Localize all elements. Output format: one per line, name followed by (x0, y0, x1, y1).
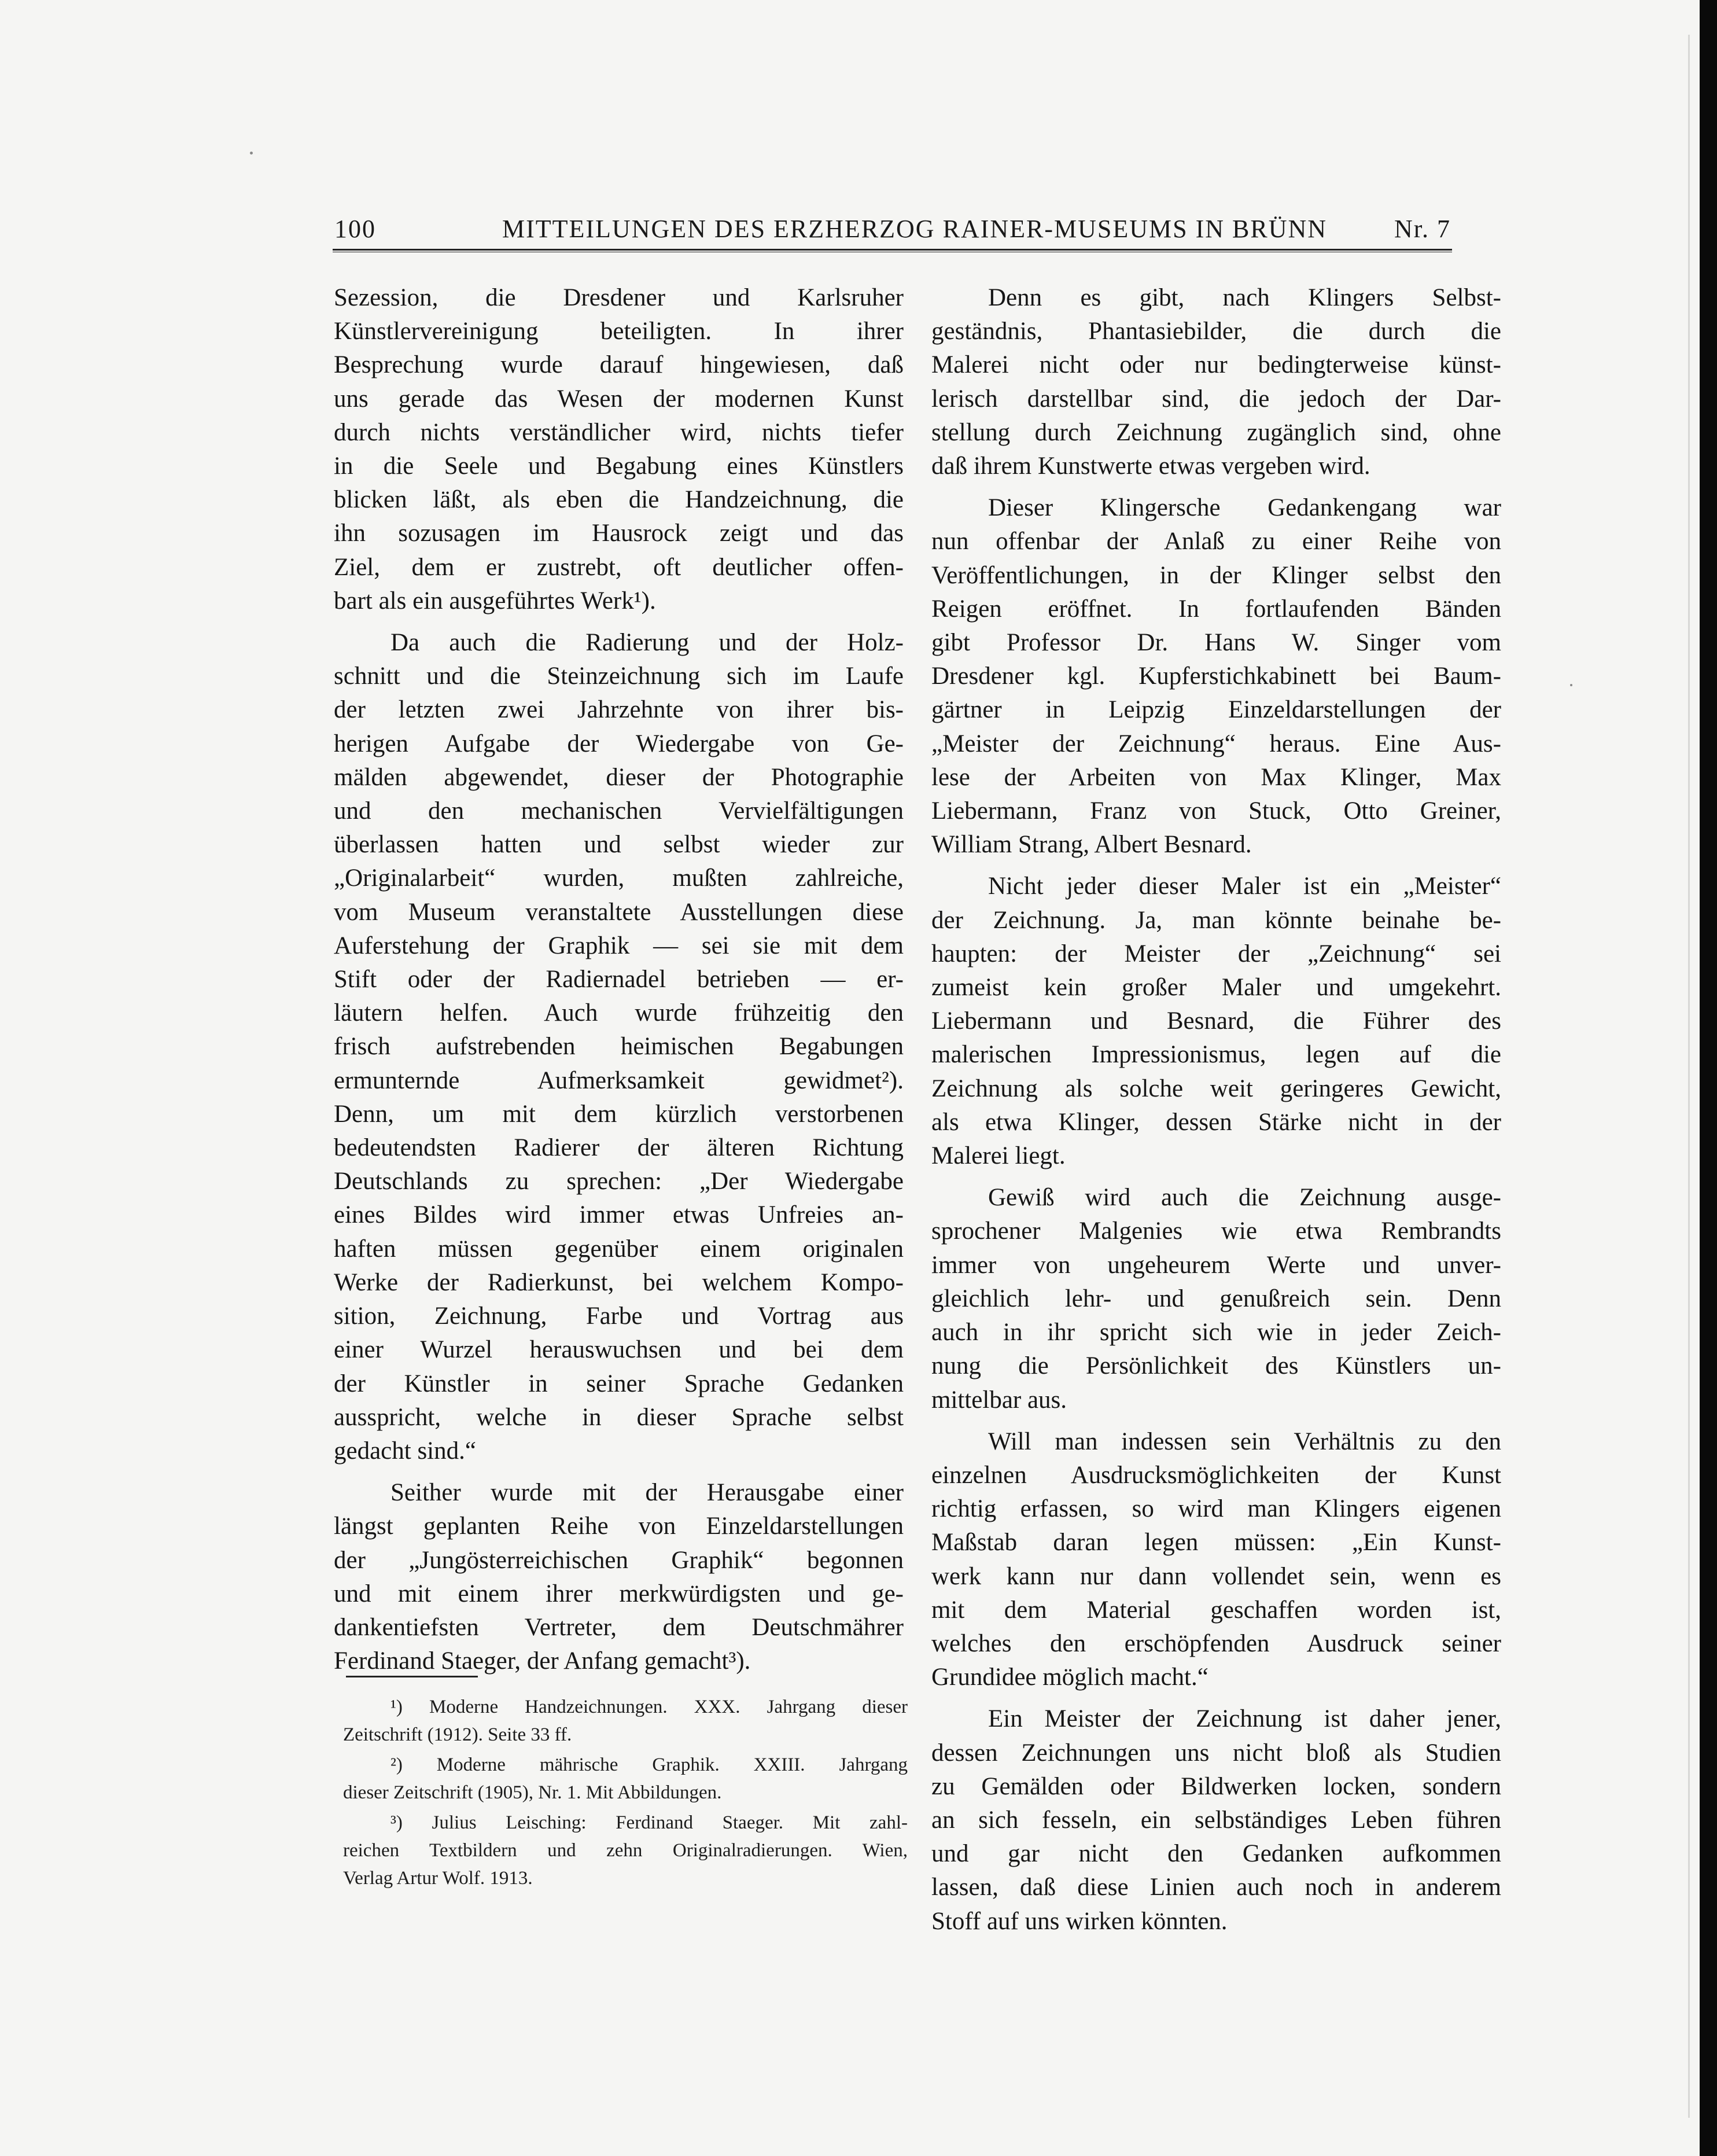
paragraph (334, 626, 904, 1468)
text-line: Liebermann und Besnard, die Führer des (931, 1007, 1501, 1035)
text-line: Deutschlands zu sprechen: „Der Wiedergabe (334, 1168, 904, 1195)
scan-border (1700, 0, 1717, 2156)
text-line: Denn es gibt, nach Klingers Selbst- (988, 284, 1501, 311)
footnote (343, 1809, 908, 1892)
text-line: Grundidee möglich macht.“ (931, 1664, 1208, 1691)
paragraph (931, 491, 1501, 862)
header-rule (333, 249, 1452, 252)
text-line: Sezession, die Dresdener und Karlsruher (334, 284, 904, 311)
page-number: 100 (334, 215, 376, 243)
text-line: frisch aufstrebenden heimischen Begabungen (334, 1033, 904, 1061)
running-header (334, 214, 1451, 249)
paragraph (334, 1476, 904, 1678)
text-line: haften müssen gegenüber einem originalen (334, 1235, 904, 1263)
text-line: eines Bildes wird immer etwas Unfreies an- (334, 1201, 904, 1229)
text-line: durch nichts verständlicher wird, nichts tiefer (334, 418, 904, 446)
text-line: stellung durch Zeichnung zugänglich sind, ohne (931, 418, 1501, 446)
text-line: und den mechanischen Vervielfältigungen (334, 797, 904, 825)
text-line: Stift oder der Radiernadel betrieben — er- (334, 966, 904, 994)
footnote-line: reichen Textbildern und zehn Originalradierungen. Wien, (343, 1840, 908, 1861)
text-line: Auferstehung der Graphik — sei sie mit dem (334, 932, 904, 959)
text-line: Zeichnung als solche weit geringeres Gewicht, (931, 1075, 1501, 1102)
text-line: Veröffentlichungen, in der Klinger selbst den (931, 561, 1501, 589)
text-line: herigen Aufgabe der Wiedergabe von Ge- (334, 730, 904, 757)
text-line: und mit einem ihrer merkwürdigsten und ge- (334, 1580, 904, 1607)
text-line: geständnis, Phantasiebilder, die durch die (931, 318, 1501, 345)
text-line: der Künstler in seiner Sprache Gedanken (334, 1370, 904, 1397)
text-line: auch in ihr spricht sich wie in jeder Zeich- (931, 1319, 1501, 1346)
footnote-line: ²) Moderne mährische Graphik. XXIII. Jahrgang (390, 1754, 908, 1775)
text-line: sprochener Malgenies wie etwa Rembrandts (931, 1217, 1501, 1245)
text-line: lassen, daß diese Linien auch noch in anderem (931, 1874, 1501, 1901)
text-line: welches den erschöpfenden Ausdruck seiner (931, 1629, 1501, 1657)
text-line: nun offenbar der Anlaß zu einer Reihe von (931, 528, 1501, 555)
paragraph (334, 281, 904, 618)
text-line: Besprechung wurde darauf hingewiesen, daß (334, 351, 904, 379)
text-line: ausspricht, welche in dieser Sprache selbst (334, 1403, 904, 1431)
footnote-line: ³) Julius Leisching: Ferdinand Staeger. Mit zahl- (390, 1812, 908, 1833)
text-line: richtig erfassen, so wird man Klingers eigenen (931, 1495, 1501, 1523)
text-line: Reigen eröffnet. In fortlaufenden Bänden (931, 595, 1501, 623)
text-line: läutern helfen. Auch wurde frühzeitig den (334, 999, 904, 1027)
text-line: einer Wurzel herauswuchsen und bei dem (334, 1336, 904, 1364)
text-line: einzelnen Ausdrucksmöglichkeiten der Kunst (931, 1461, 1501, 1489)
paragraph (931, 870, 1501, 1173)
text-line: Ein Meister der Zeichnung ist daher jener, (988, 1705, 1501, 1733)
text-line: Ferdinand Staeger, der Anfang gemacht³). (334, 1647, 751, 1675)
footnotes (343, 1693, 908, 1894)
text-line: sition, Zeichnung, Farbe und Vortrag aus (334, 1303, 904, 1330)
text-line: Malerei nicht oder nur bedingterweise künst- (931, 351, 1501, 379)
issue-number: Nr. 7 (1394, 215, 1451, 243)
text-line: Liebermann, Franz von Stuck, Otto Greiner, (931, 797, 1501, 825)
text-line: in die Seele und Begabung eines Künstlers (334, 452, 904, 480)
scan-speck (1570, 684, 1572, 686)
text-line: malerischen Impressionismus, legen auf die (931, 1041, 1501, 1069)
text-line: Malerei liegt. (931, 1142, 1066, 1170)
paragraph (931, 281, 1501, 483)
text-line: zu Gemälden oder Bildwerken locken, sondern (931, 1772, 1501, 1800)
text-line: Maßstab daran legen müssen: „Ein Kunst- (931, 1529, 1501, 1557)
text-line: Seither wurde mit der Herausgabe einer (390, 1479, 904, 1507)
text-line: bart als ein ausgeführtes Werk¹). (334, 587, 656, 615)
text-line: als etwa Klinger, dessen Stärke nicht in der (931, 1108, 1501, 1136)
text-line: Will man indessen sein Verhältnis zu den (988, 1427, 1501, 1455)
text-line: Denn, um mit dem kürzlich verstorbenen (334, 1100, 904, 1128)
text-line: haupten: der Meister der „Zeichnung“ sei (931, 940, 1501, 967)
text-line: längst geplanten Reihe von Einzeldarstellungen (334, 1513, 904, 1540)
text-line: schnitt und die Steinzeichnung sich im Laufe (334, 663, 904, 690)
text-line: nung die Persönlichkeit des Künstlers un- (931, 1352, 1501, 1380)
text-line: der letzten zwei Jahrzehnte von ihrer bis- (334, 696, 904, 724)
text-line: vom Museum veranstaltete Ausstellungen diese (334, 898, 904, 926)
text-line: der Zeichnung. Ja, man könnte beinahe be- (931, 906, 1501, 934)
text-line: lerisch darstellbar sind, die jedoch der Dar- (931, 385, 1501, 413)
text-line: „Meister der Zeichnung“ heraus. Eine Aus- (931, 730, 1501, 757)
text-line: dankentiefsten Vertreter, dem Deutschmährer (334, 1613, 904, 1641)
text-line: „Originalarbeit“ wurden, mußten zahlreiche, (334, 864, 904, 892)
paragraph (931, 1181, 1501, 1417)
text-line: Dieser Klingersche Gedankengang war (988, 494, 1501, 522)
text-line: daß ihrem Kunstwerte etwas vergeben wird. (931, 452, 1370, 480)
text-line: bedeutendsten Radierer der älteren Richtung (334, 1134, 904, 1162)
text-line: Stoff auf uns wirken könnten. (931, 1907, 1228, 1935)
text-line: Nicht jeder dieser Maler ist ein „Meister“ (988, 873, 1501, 900)
text-line: Künstlervereinigung beteiligten. In ihrer (334, 318, 904, 345)
text-line: mälden abgewendet, dieser der Photographie (334, 763, 904, 791)
text-line: ihn sozusagen im Hausrock zeigt und das (334, 520, 904, 547)
footnote (343, 1751, 908, 1807)
text-line: gedacht sind.“ (334, 1437, 476, 1465)
text-line: ermunternde Aufmerksamkeit gewidmet²). (334, 1066, 904, 1094)
footnote-line: Verlag Artur Wolf. 1913. (343, 1868, 533, 1889)
text-line: an sich fesseln, ein selbständiges Leben führen (931, 1806, 1501, 1834)
text-line: und gar nicht den Gedanken aufkommen (931, 1840, 1501, 1868)
text-line: überlassen hatten und selbst wieder zur (334, 831, 904, 859)
text-line: William Strang, Albert Besnard. (931, 831, 1252, 859)
left-column (334, 281, 904, 1678)
text-line: lese der Arbeiten von Max Klinger, Max (931, 763, 1501, 791)
text-line: Dresdener kgl. Kupferstichkabinett bei Baum- (931, 663, 1501, 690)
text-line: Da auch die Radierung und der Holz- (390, 629, 904, 657)
footnote-line: ¹) Moderne Handzeichnungen. XXX. Jahrgang dieser (390, 1697, 908, 1717)
text-line: gärtner in Leipzig Einzeldarstellungen der (931, 696, 1501, 724)
text-line: der „Jungösterreichischen Graphik“ begonnen (334, 1546, 904, 1574)
footnote-rule (346, 1676, 478, 1677)
page-edge-shadow (1688, 35, 1690, 2118)
text-line: gibt Professor Dr. Hans W. Singer vom (931, 629, 1501, 657)
text-line: blicken läßt, als eben die Handzeichnung, die (334, 486, 904, 514)
footnote-line: Zeitschrift (1912). Seite 33 ff. (343, 1724, 572, 1745)
text-line: gleichlich lehr- und genußreich sein. Denn (931, 1285, 1501, 1312)
paragraph (931, 1702, 1501, 1938)
text-line: dessen Zeichnungen uns nicht bloß als Studien (931, 1739, 1501, 1767)
text-line: Gewiß wird auch die Zeichnung ausge- (988, 1184, 1501, 1212)
footnote (343, 1693, 908, 1749)
text-line: werk kann nur dann vollendet sein, wenn es (931, 1562, 1501, 1590)
journal-title: MITTEILUNGEN DES ERZHERZOG RAINER-MUSEUMS IN BRÜNN (502, 215, 1328, 243)
text-line: uns gerade das Wesen der modernen Kunst (334, 385, 904, 413)
text-line: mittelbar aus. (931, 1386, 1067, 1414)
text-line: immer von ungeheurem Werte und unver- (931, 1251, 1501, 1279)
scan-speck (250, 152, 253, 154)
text-line: Werke der Radierkunst, bei welchem Kompo- (334, 1268, 904, 1296)
right-column (931, 281, 1501, 1938)
text-line: zumeist kein großer Maler und umgekehrt. (931, 974, 1501, 1002)
paragraph (931, 1425, 1501, 1695)
text-line: Ziel, dem er zustrebt, oft deutlicher offen- (334, 553, 904, 581)
footnote-line: dieser Zeitschrift (1905), Nr. 1. Mit Abbildungen. (343, 1782, 722, 1803)
text-line: mit dem Material geschaffen worden ist, (931, 1596, 1501, 1624)
